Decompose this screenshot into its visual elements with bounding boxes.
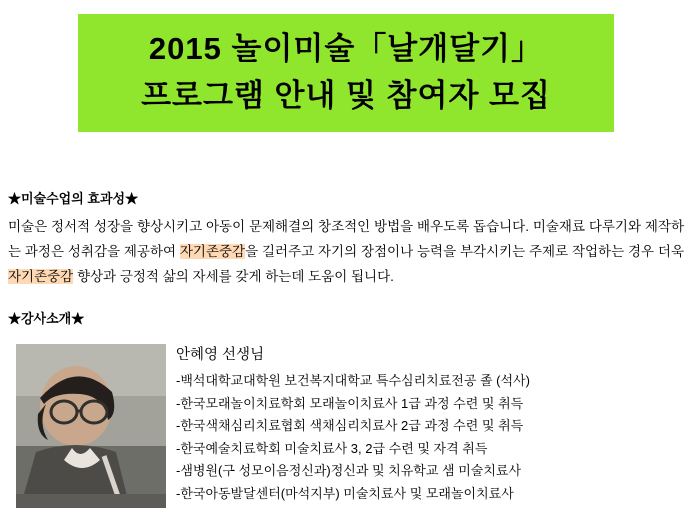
instructor-details xyxy=(176,344,676,505)
effectiveness-paragraph xyxy=(8,214,684,289)
instructor-credential: -한국예술치료학회 미술치료사 3, 2급 수련 및 자격 취득 xyxy=(176,440,488,456)
section-heading-instructor: ★강사소개★ xyxy=(8,311,85,326)
paragraph-run-highlight: 자기존중감 xyxy=(8,269,74,284)
paragraph-run: 을 길러주고 자기의 장점이나 능력을 부각시키는 주제로 작업하는 경우 더욱 xyxy=(245,244,685,259)
instructor-credential: -샘병원(구 성모이음정신과)정신과 및 치유학교 샘 미술치료사 xyxy=(176,463,521,478)
paragraph-run: 미술은 정서적 성장을 향상시키고 아동이 문제해결의 창조적인 방법을 배우도록 돕습니다. 미술재료 다루기와 제작하는 과정은 성취감을 제공하여 xyxy=(8,219,684,259)
instructor-credential: -한국아동발달센터(마석지부) 미술치료사 및 모래놀이치료사 xyxy=(176,485,514,501)
title-banner xyxy=(78,14,614,132)
instructor-name: 안혜영 선생님 xyxy=(176,347,265,363)
instructor-credential: -한국색채심리치료협회 색채심리치료사 2급 과정 수련 및 취득 xyxy=(176,418,524,433)
instructor-credential: -백석대학교대학원 보건복지대학교 특수심리치료전공 졸 (석사) xyxy=(176,373,530,388)
section-heading-effectiveness: ★미술수업의 효과성★ xyxy=(8,191,139,206)
paragraph-run-highlight: 자기존중감 xyxy=(179,244,246,259)
instructor-credential: -한국모래놀이치료학회 모래놀이치료사 1급 과정 수련 및 취득 xyxy=(176,395,524,411)
instructor-photo xyxy=(16,344,166,508)
instructor-photo-graphic xyxy=(16,344,166,508)
title-line-1: 2015 놀이미술「날개달기」 xyxy=(148,31,544,67)
paragraph-run: 향상과 긍정적 삶의 자세를 갖게 하는데 도움이 됩니다. xyxy=(73,269,394,284)
title-line-2: 프로그램 안내 및 참여자 모집 xyxy=(141,78,551,113)
